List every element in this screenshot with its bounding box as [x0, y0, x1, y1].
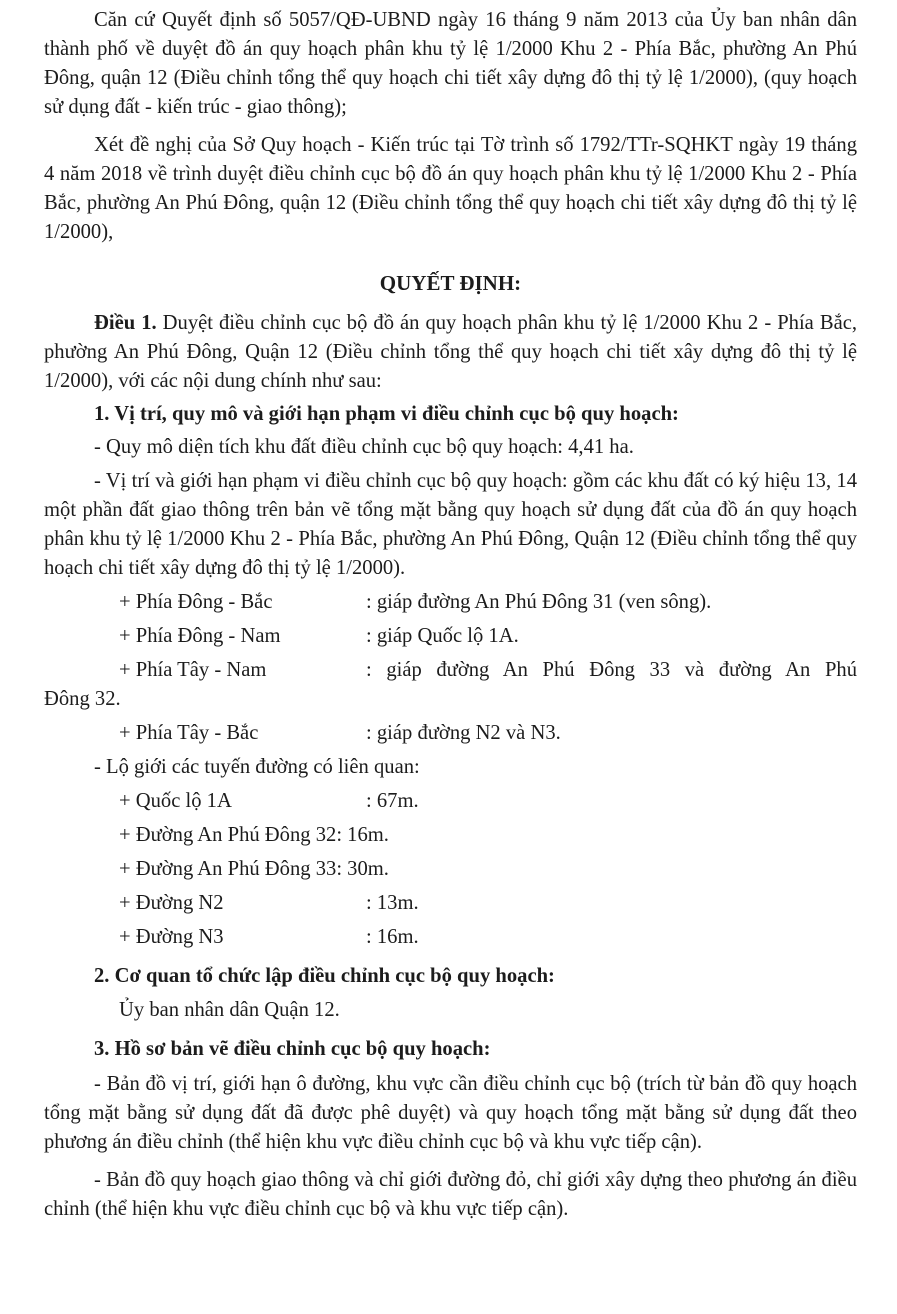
section-3-item: - Bản đồ vị trí, giới hạn ô đường, khu vực cần điều chỉnh cục bộ (trích từ bản đồ quy hoạch tổng mặt bằng sử dụng đất đã được phê duyệt) và quy hoạch tổng mặt bằng sử dụng đất theo phương án điều chỉnh (thể hiện khu vực điều chỉnh cục bộ và khu vực tiếp cận). — [44, 1073, 857, 1153]
section-3-heading: 3. Hồ sơ bản vẽ điều chỉnh cục bộ quy hoạch: — [94, 1038, 491, 1060]
bound-side: + Phía Đông - Bắc — [119, 591, 273, 613]
road-width: : 67m. — [366, 790, 419, 812]
section-1-heading: 1. Vị trí, quy mô và giới hạn phạm vi điều chỉnh cục bộ quy hoạch: — [94, 403, 679, 425]
decision-title: QUYẾT ĐỊNH: — [379, 271, 522, 295]
basis-paragraph: Căn cứ Quyết định số 5057/QĐ-UBND ngày 16 tháng 9 năm 2013 của Ủy ban nhân dân thành phố về duyệt đồ án quy hoạch phân khu tỷ lệ 1/2000 Khu 2 - Phía Bắc, phường An Phú Đông, quận 12 (Điều chỉnh tổng thể quy hoạch chi tiết xây dựng đô thị tỷ lệ 1/2000), (quy hoạch sử dụng đất - kiến trúc - giao thông); — [44, 9, 857, 118]
bound-side: + Phía Tây - Bắc — [119, 722, 259, 744]
article-1-label: Điều 1. — [94, 312, 157, 334]
bound-row — [44, 622, 857, 651]
bound-side: + Phía Tây - Nam — [119, 659, 267, 681]
road-name: + Đường An Phú Đông 33 — [119, 858, 337, 880]
location-paragraph: - Vị trí và giới hạn phạm vi điều chỉnh cục bộ quy hoạch: gồm các khu đất có ký hiệu 13, 14 một phần đất giao thông trên bản vẽ tổng mặt bằng quy hoạch sử dụng đất của đồ án quy hoạch phân khu tỷ lệ 1/2000 Khu 2 - Phía Bắc, phường An Phú Đông, Quận 12 (Điều chỉnh tổng thể quy hoạch chi tiết xây dựng đô thị tỷ lệ 1/2000). — [44, 470, 857, 579]
roads-intro: - Lộ giới các tuyến đường có liên quan: — [94, 756, 420, 778]
road-row — [44, 787, 857, 816]
road-row — [44, 889, 857, 918]
road-name: + Đường N3 — [119, 926, 224, 948]
section-2-body: Ủy ban nhân dân Quận 12. — [119, 999, 340, 1021]
proposal-paragraph: Xét đề nghị của Sở Quy hoạch - Kiến trúc tại Tờ trình số 1792/TTr-SQHKT ngày 19 tháng 4 năm 2018 về trình duyệt điều chỉnh cục bộ đồ án quy hoạch phân khu tỷ lệ 1/2000 Khu 2 - Phía Bắc, phường An Phú Đông, quận 12 (Điều chỉnh tổng thể quy hoạch chi tiết xây dựng đô thị tỷ lệ 1/2000), — [44, 134, 857, 243]
section-2-heading: 2. Cơ quan tổ chức lập điều chỉnh cục bộ quy hoạch: — [94, 965, 555, 987]
road-width: : 13m. — [366, 892, 419, 914]
bound-value: : giáp đường N2 và N3. — [366, 722, 561, 744]
road-row — [44, 923, 857, 952]
bound-value: : giáp đường An Phú Đông 31 (ven sông). — [366, 591, 712, 613]
article-1-text: Duyệt điều chỉnh cục bộ đồ án quy hoạch phân khu tỷ lệ 1/2000 Khu 2 - Phía Bắc, phường An Phú Đông, Quận 12 (Điều chỉnh tổng thể quy hoạch chi tiết xây dựng đô thị tỷ lệ 1/2000), với các nội dung chính như sau: — [44, 312, 857, 392]
section-3-item: - Bản đồ quy hoạch giao thông và chỉ giới đường đỏ, chỉ giới xây dựng theo phương án điều chỉnh (thể hiện khu vực điều chỉnh cục bộ và khu vực tiếp cận). — [44, 1169, 857, 1220]
bound-value: : giáp đường An Phú Đông 33 và đường An Phú — [366, 659, 857, 681]
road-name: + Quốc lộ 1A — [119, 790, 232, 812]
road-name: + Đường N2 — [119, 892, 224, 914]
road-width: : 16m. — [366, 926, 419, 948]
bound-value: : giáp Quốc lộ 1A. — [366, 625, 519, 647]
article-1 — [44, 309, 857, 396]
bound-continuation: Đông 32. — [44, 688, 121, 710]
bound-row — [44, 719, 857, 748]
road-name: + Đường An Phú Đông 32 — [119, 824, 337, 846]
road-width: : 30m. — [336, 858, 389, 880]
bound-row — [44, 656, 857, 685]
road-width: : 16m. — [336, 824, 389, 846]
scale-line: - Quy mô diện tích khu đất điều chỉnh cục bộ quy hoạch: 4,41 ha. — [94, 436, 634, 458]
bound-side: + Phía Đông - Nam — [119, 625, 281, 647]
bound-row — [44, 588, 857, 617]
road-row — [44, 821, 857, 850]
road-row — [44, 855, 857, 884]
